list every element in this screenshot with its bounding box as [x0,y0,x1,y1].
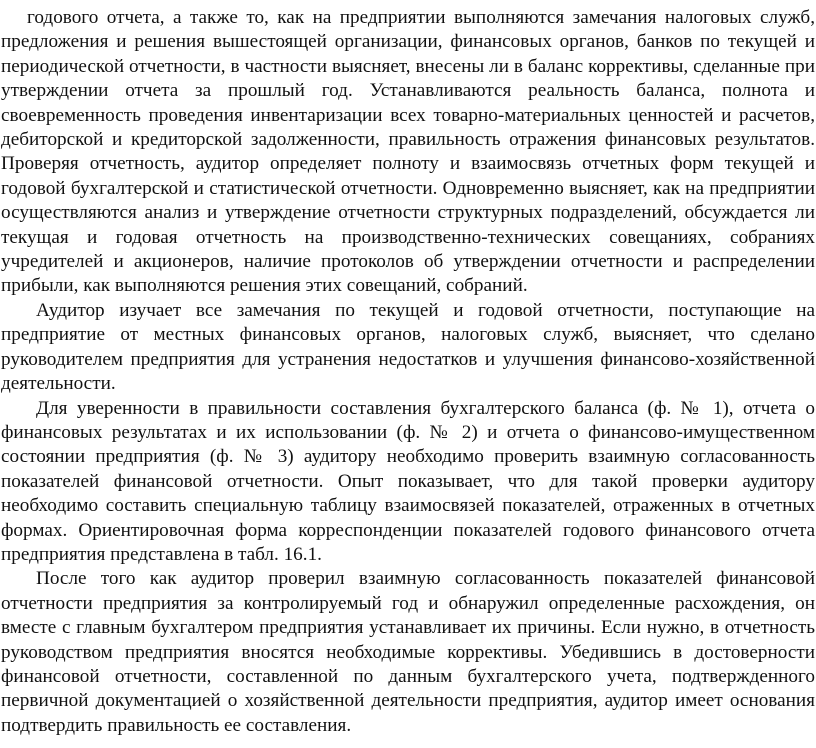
paragraph-3: Для уверенности в правильности составления бухгалтерского баланса (ф. № 1), отчета о финансовых результатах и их использовании (ф. № 2) и отчета о финансово-имущественном состоянии предприятия (ф. № 3) аудитору необходимо проверить взаимную согласованность показателей финансовой отчетности. Опыт показывает, что для такой проверки аудитору необходимо составить специальную таблицу взаимосвязей показателей, отраженных в отчетных формах. Ориентировочная форма корреспонденции показателей годового финансового отчета предприятия представлена в табл. 16.1. [1,397,815,565]
paragraph-1: годового отчета, а также то, как на предприятии выполняются замечания налоговых служб, предложения и решения вышестоящей организации, финансовых органов, банков по текущей и периодической отчетности, в частности выясняет, внесены ли в баланс коррективы, сделанные при утверждении отчета за прошлый год. Устанавливаются реальность баланса, полнота и своевременность проведения инвентаризации всех товарно-материальных ценностей и расчетов, дебиторской и кредиторской задолженности, правильность отражения финансовых результатов. Проверяя отчетность, аудитор определяет полноту и взаимосвязь отчетных форм текущей и годовой бухгалтерской и статистической отчетности. Одновременно выясняет, как на предприятии осуществляются анализ и утверждение отчетности структурных подразделений, обсуждается ли текущая и годовая отчетность на производственно-технических совещаниях, собраниях учредителей и акционеров, наличие протоколов об утверждении отчетности и распределении прибыли, как выполняются решения этих совещаний, собраний. [1,7,815,297]
paragraph-4: После того как аудитор проверил взаимную согласованность показателей финансовой отчетности предприятия за контролируемый год и обнаружил определенные расхождения, он вместе с главным бухгалтером предприятия устанавливает их причины. Если нужно, в отчетность руководством предприятия вносятся необходимые коррективы. Убедившись в достоверности финансовой отчетности, составленной по данным бухгалтерского учета, подтвержденного первичной документацией о хозяйственной деятельности предприятия, аудитор имеет основания подтвердить правильность ее составления. [1,568,815,736]
paragraph-2: Аудитор изучает все замечания по текущей и годовой отчетности, поступающие на предприятие от местных финансовых органов, налоговых служб, выясняет, что сделано руководителем предприятия для устранения недостатков и улучшения финансово-хозяйственной деятельности. [1,299,815,395]
